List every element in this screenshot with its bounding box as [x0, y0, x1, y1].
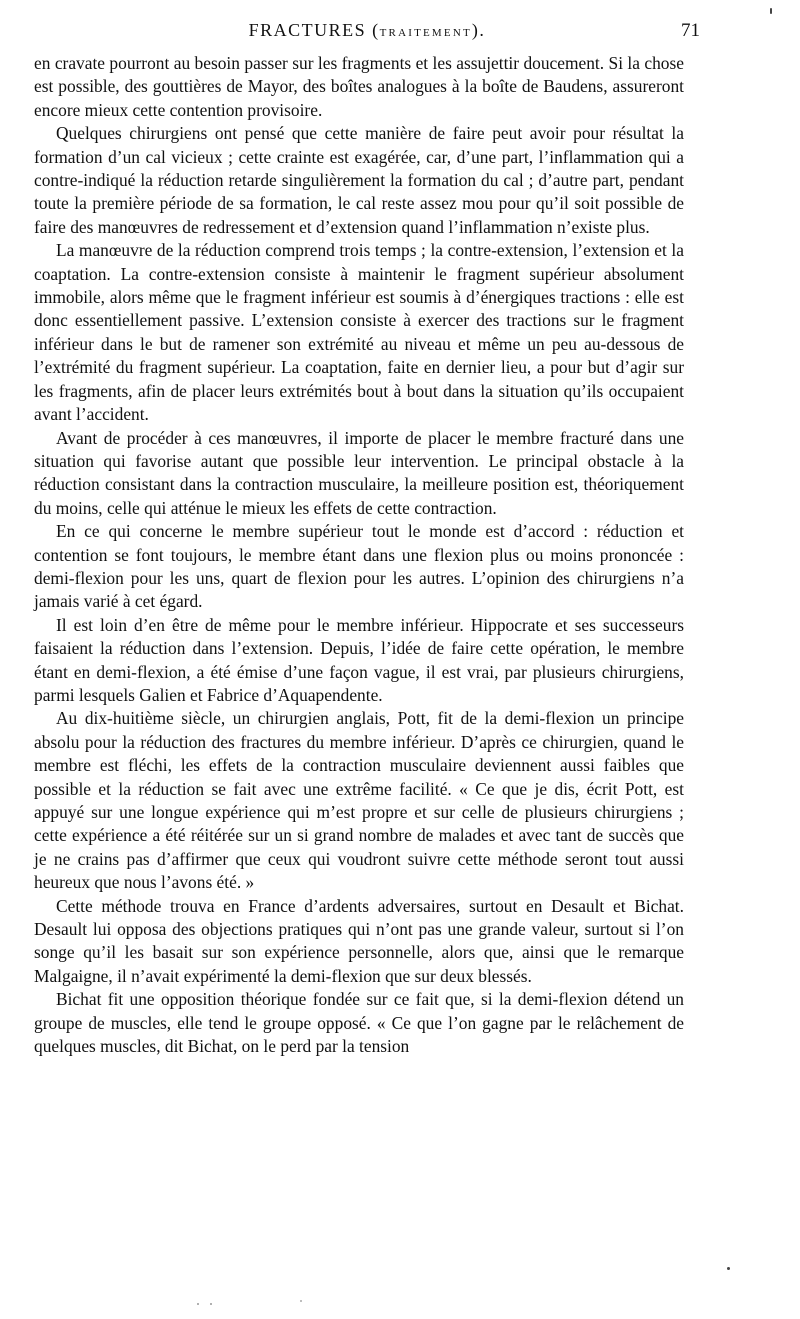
- paragraph: Il est loin d’en être de même pour le membre inférieur. Hippocrate et ses successeurs faisaient la réduction dans l’extension. Depuis, l’idée de faire cette opération, le membre étant en demi-flexion, a été émise d’une façon vague, il est vrai, par plusieurs chirurgiens, parmi lesquels Galien et Fabrice d’Aquapendente.: [34, 614, 684, 705]
- scan-speck: [770, 8, 772, 14]
- scan-speck: [210, 1303, 212, 1305]
- paragraph: Quelques chirurgiens ont pensé que cette manière de faire peut avoir pour résultat la formation d’un cal vicieux ; cette crainte est exagérée, car, d’une part, l’inflammation qui a contre-indiqué la réduction retarde singulièrement la formation du cal ; d’autre part, pendant toute la première période de sa formation, le cal reste assez mou pour qu’il soit possible de faire des manœuvres de redressement et d’extension quand l’inflammation n’existe plus.: [34, 123, 684, 237]
- page-header: [34, 18, 700, 48]
- paragraph: La manœuvre de la réduction comprend trois temps ; la contre-extension, l’extension et la coaptation. La contre-extension consiste à maintenir le fragment supérieur absolument immobile, alors même que le fragment inférieur est soumis à d’énergiques tractions : elle est donc essentiellement passive. L’extension consiste à exercer des tractions sur le fragment inférieur dans le but de ramener son extrémité au niveau et même un peu au-dessous de l’extrémité du fragment supérieur. La coaptation, faite en dernier lieu, a pour but d’agir sur les fragments, afin de placer leurs extrémités bout à bout dans la situation qu’ils occupaient avant l’accident.: [34, 240, 684, 425]
- running-head-end: ).: [471, 20, 486, 40]
- paragraph: Au dix-huitième siècle, un chirurgien anglais, Pott, fit de la demi-flexion un principe absolu pour la réduction des fractures du membre inférieur. D’après ce chirurgien, quand le membre est fléchi, les effets de la contraction musculaire deviennent aussi faibles que possible et la réduction se fait avec une extrême facilité. « Ce que je dis, écrit Pott, est appuyé sur une longue expérience qui m’est propre et sur celle de plusieurs chirurgiens ; cette expérience a été réitérée sur un si grand nombre de malades et avec tant de succès que je ne crains pas d’affirmer que ceux qui voudront suivre cette méthode seront tout aussi heureux que nous l’avons été. »: [34, 708, 684, 893]
- scan-speck: [727, 1267, 730, 1270]
- paragraph: Bichat fit une opposition théorique fondée sur ce fait que, si la demi-flexion détend un groupe de muscles, elle tend le groupe opposé. « Ce que l’on gagne par le relâchement de quelques muscles, dit Bichat, on le perd par la tension: [34, 989, 684, 1057]
- paragraph: Avant de procéder à ces manœuvres, il importe de placer le membre fracturé dans une situation qui favorise autant que possible leur intervention. Le principal obstacle à la réduction consistant dans la contraction musculaire, la meilleure position est, théoriquement du moins, celle qui atténue le mieux les effets de cette contraction.: [34, 427, 684, 518]
- running-head: [34, 20, 700, 41]
- body-text: [34, 52, 684, 1058]
- paragraph: En ce qui concerne le membre supérieur tout le monde est d’accord : réduction et contention se font toujours, le membre étant dans une flexion plus ou moins prononcée : demi-flexion pour les uns, quart de flexion pour les autres. L’opinion des chirurgiens n’a jamais varié à cet égard.: [34, 521, 684, 612]
- page-number: 71: [681, 20, 700, 41]
- paragraph: Cette méthode trouva en France d’ardents adversaires, surtout en Desault et Bichat. Desault lui opposa des objections pratiques qui n’ont pas une grande valeur, surtout si l’on songe qu’il les basait sur son expérience personnelle, alors que, ainsi que le remarque Malgaigne, il n’avait expérimenté la demi-flexion que sur deux blessés.: [34, 895, 684, 986]
- paragraph-continued: en cravate pourront au besoin passer sur les fragments et les assujettir doucement. Si la chose est possible, des gouttières de Mayor, des boîtes analogues à la boîte de Baudens, assureront encore mieux cette contention provisoire.: [34, 53, 684, 120]
- running-head-subtitle: TRAITEMENT: [379, 27, 472, 39]
- scan-speck: [300, 1300, 302, 1302]
- scan-speck: [197, 1303, 199, 1305]
- running-head-main: FRACTURES (: [248, 20, 380, 40]
